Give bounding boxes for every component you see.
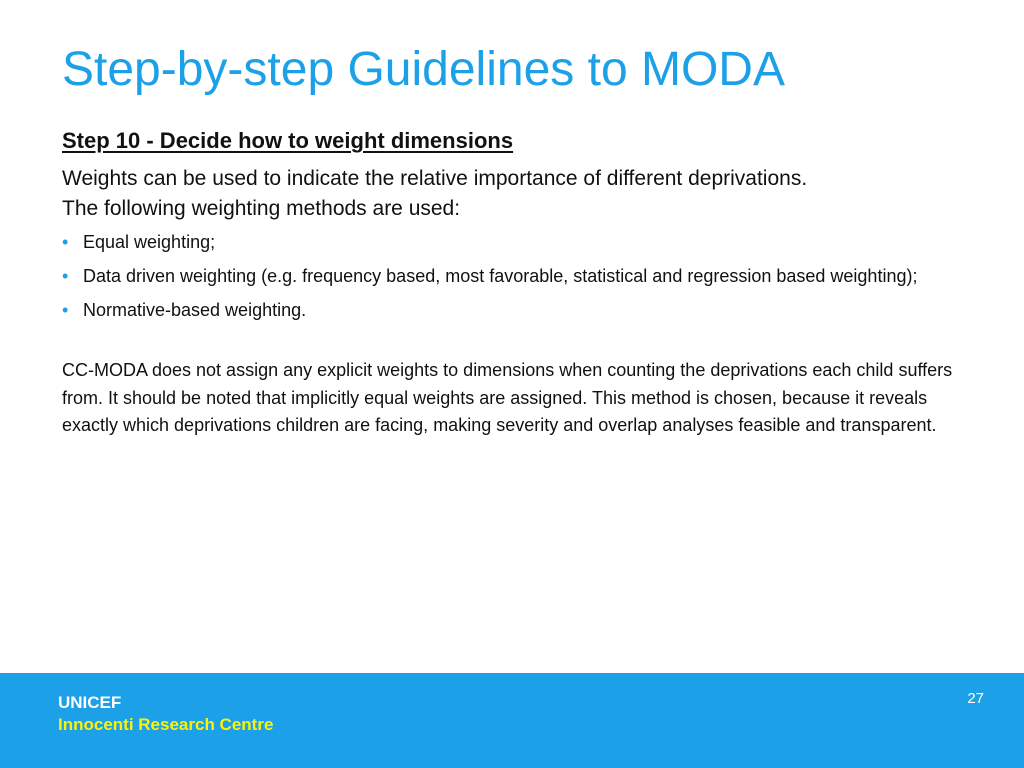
list-item — [62, 298, 962, 323]
bullet-icon: • — [62, 300, 69, 320]
weighting-methods-list — [62, 230, 962, 323]
list-item — [62, 264, 962, 289]
list-item — [62, 230, 962, 255]
org-name: UNICEF — [58, 693, 122, 712]
list-item-text: Data driven weighting (e.g. frequency based, most favorable, statistical and regression based weighting); — [83, 266, 918, 286]
unicef-logo — [58, 692, 273, 736]
list-item-text: Normative-based weighting. — [83, 300, 307, 320]
bullet-icon: • — [62, 232, 69, 252]
org-unit: Innocenti Research Centre — [58, 715, 274, 734]
slide-title: Step-by-step Guidelines to MODA — [62, 43, 785, 96]
closing-paragraph: CC-MODA does not assign any explicit weights to dimensions when counting the deprivations each child suffers from. It should be noted that implicitly equal weights are assigned. This method is chosen, because it reveals exactly which deprivations children are facing, making severity and overlap analyses feasible and transparent. — [62, 360, 953, 435]
intro-paragraph: Weights can be used to indicate the relative importance of different deprivations. The following weighting methods are used: — [62, 167, 808, 220]
bullet-icon: • — [62, 266, 69, 286]
page-number: 27 — [967, 690, 984, 707]
step-heading: Step 10 - Decide how to weight dimensions — [62, 128, 514, 153]
slide-body — [62, 126, 962, 440]
footer-bar — [0, 673, 1024, 768]
list-item-text: Equal weighting; — [83, 232, 216, 252]
